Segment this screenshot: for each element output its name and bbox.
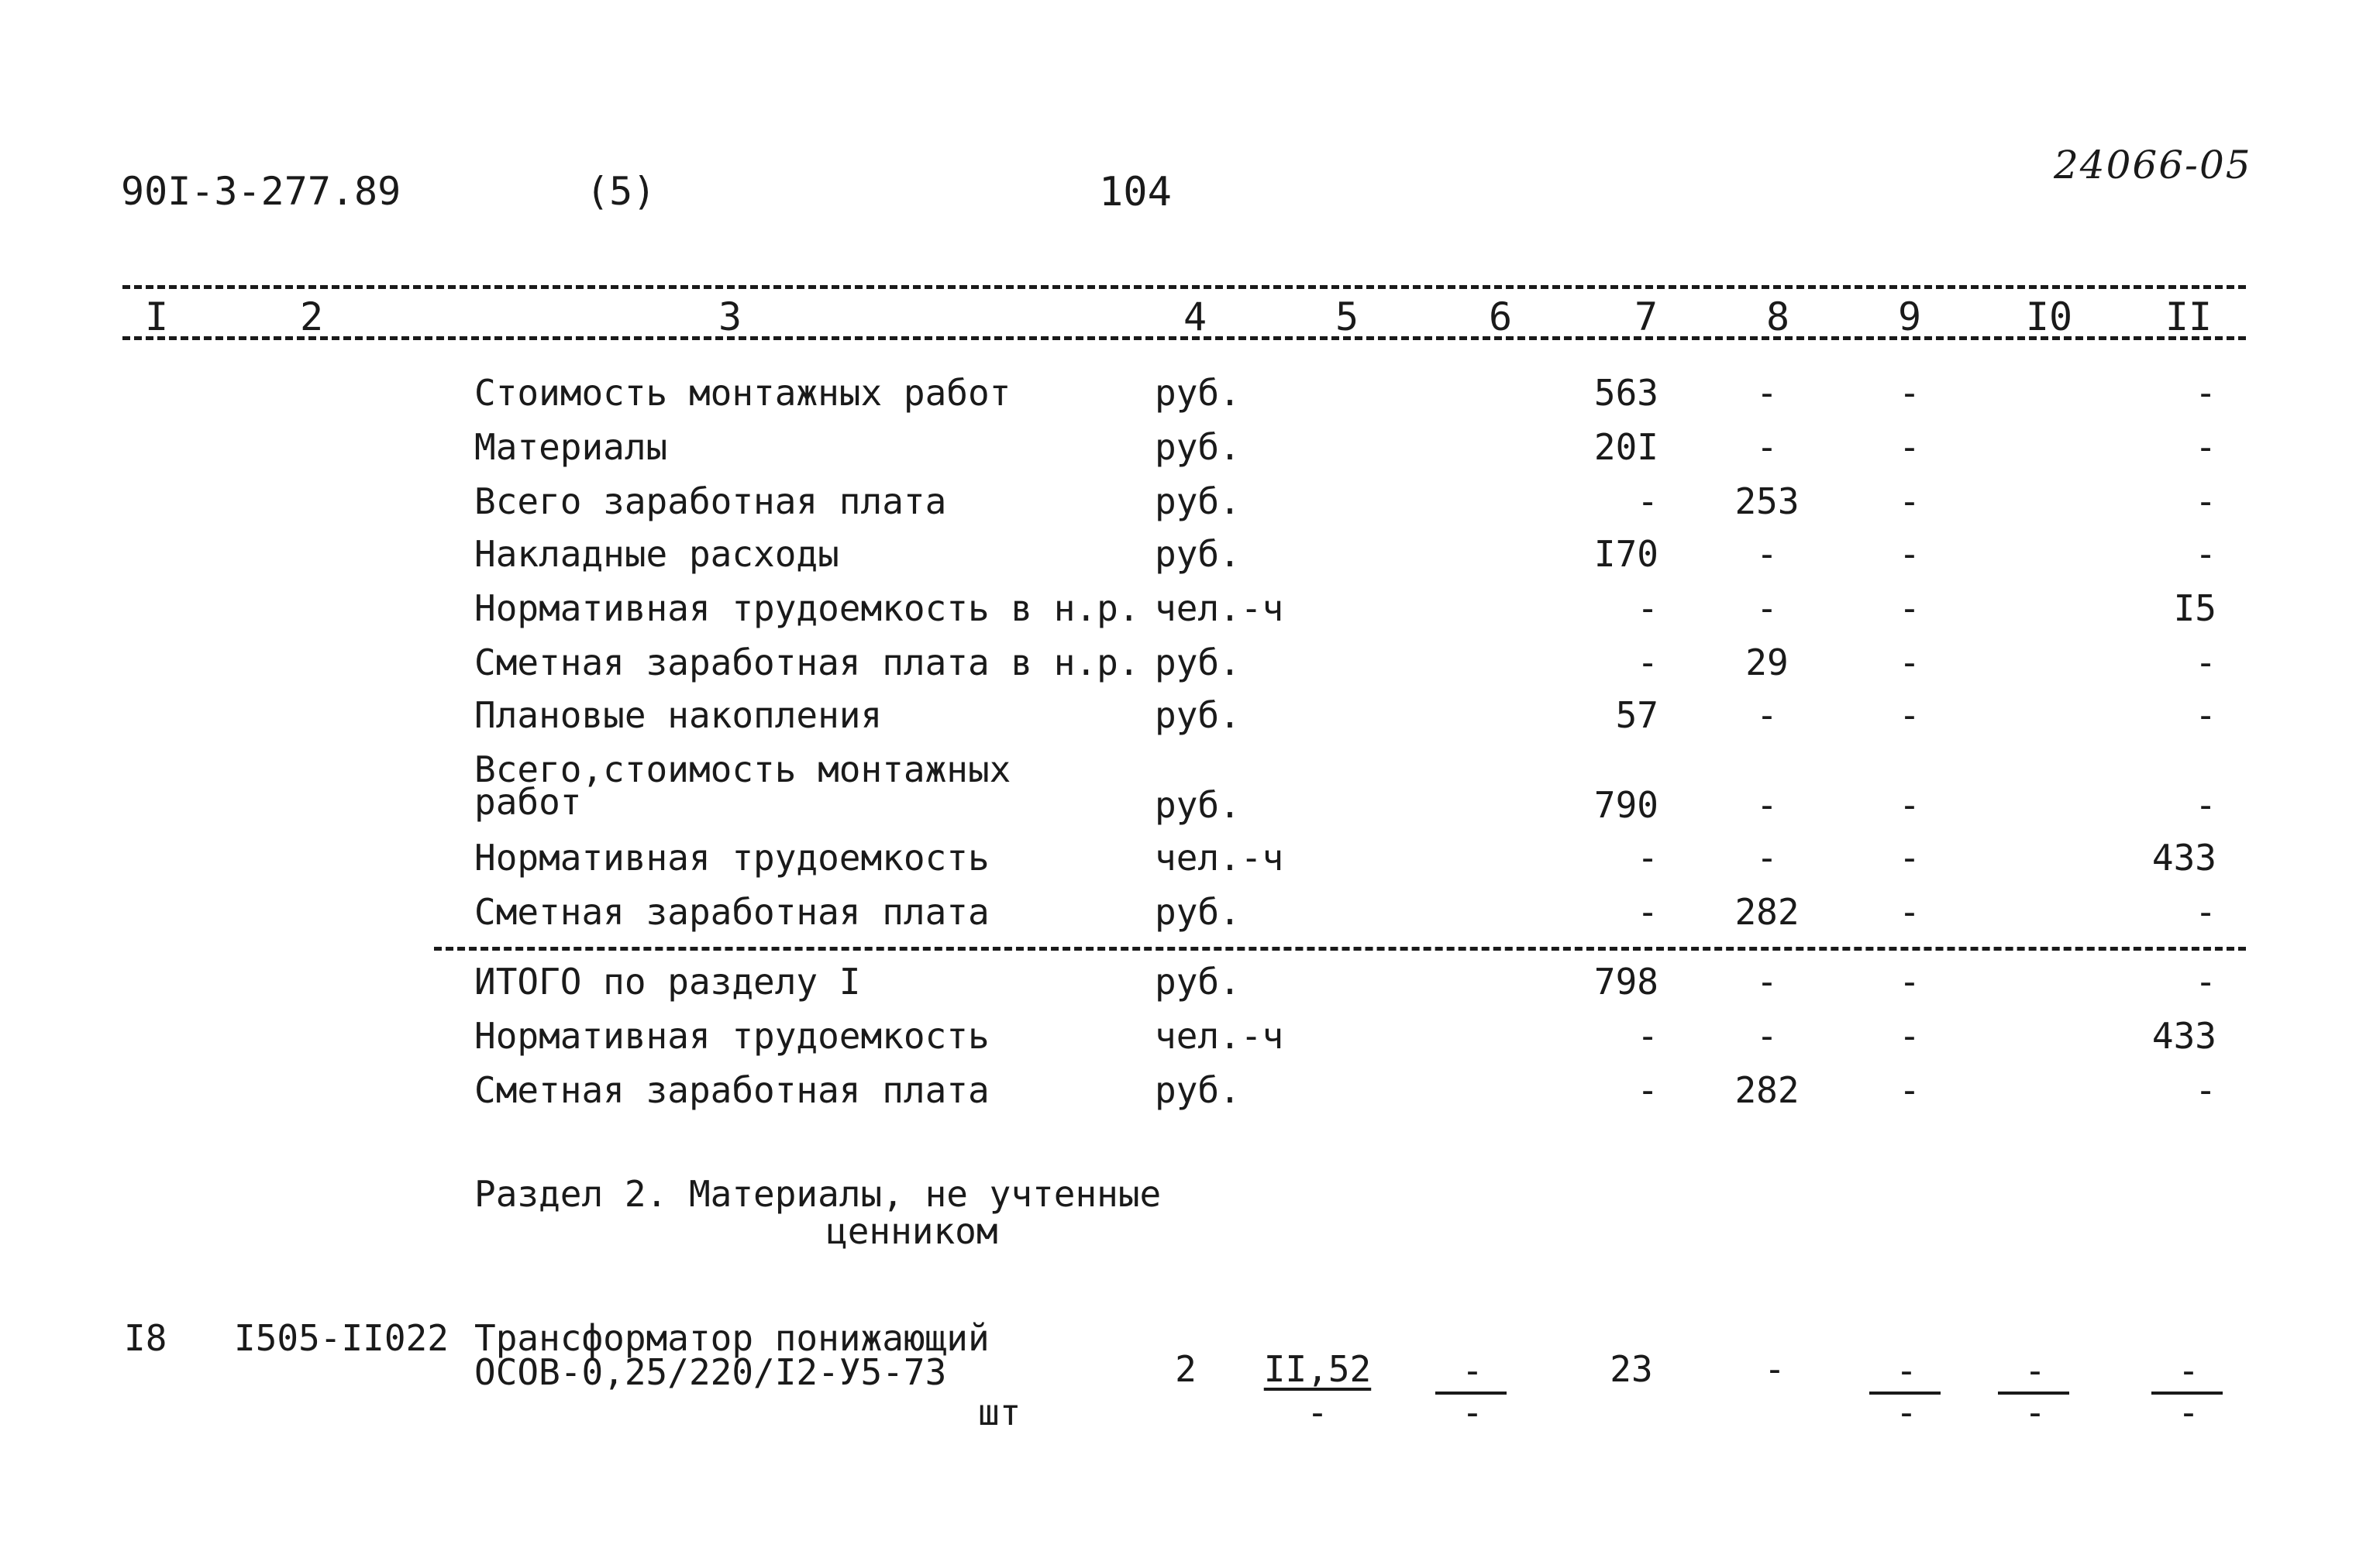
- item-col9-top: -: [1896, 1350, 1917, 1392]
- row-col11: -: [2195, 784, 2216, 826]
- row-unit: руб.: [1155, 426, 1241, 468]
- row-name: Нормативная трудоемкость: [474, 1015, 990, 1057]
- column-number: I: [144, 294, 169, 339]
- row-col11: -: [2195, 372, 2216, 414]
- row-col11: -: [2195, 426, 2216, 468]
- row-col8: -: [1756, 1015, 1778, 1057]
- row-col11: 433: [2151, 1015, 2216, 1057]
- item-quantity: 2: [1175, 1348, 1197, 1390]
- item-price-bottom: -: [1307, 1392, 1328, 1433]
- row-col7: -: [1637, 891, 1658, 933]
- row-col8: -: [1756, 372, 1778, 414]
- row-col7: -: [1637, 1015, 1658, 1057]
- row-name: Нормативная трудоемкость в н.р.: [474, 587, 1140, 629]
- row-col7: 798: [1593, 961, 1658, 1003]
- row-col8: 253: [1734, 480, 1800, 522]
- row-name: Сметная заработная плата в н.р.: [474, 642, 1140, 683]
- row-col11: -: [2195, 480, 2216, 522]
- row-col7: -: [1637, 837, 1658, 879]
- item-col7: 23: [1610, 1348, 1653, 1390]
- row-col9: -: [1899, 784, 1920, 826]
- item-name: Трансформатор понижающий: [474, 1317, 990, 1359]
- document-code: 90I-3-277.89: [121, 169, 401, 214]
- row-col7: I70: [1593, 533, 1658, 575]
- column-number: I0: [2025, 294, 2073, 339]
- column-number: 7: [1634, 294, 1658, 339]
- row-unit: руб.: [1155, 784, 1241, 826]
- row-col8: -: [1756, 587, 1778, 629]
- row-name: Сметная заработная плата: [474, 1069, 990, 1111]
- item-col11-bottom: -: [2178, 1392, 2199, 1433]
- item-name-cont: ОСОВ-0,25/220/I2-У5-73: [474, 1351, 947, 1393]
- row-col11: -: [2195, 533, 2216, 575]
- row-col8: 282: [1734, 891, 1800, 933]
- row-col11: -: [2195, 961, 2216, 1003]
- row-col9: -: [1899, 587, 1920, 629]
- row-unit: руб.: [1155, 694, 1241, 736]
- totals-separator: [434, 947, 2246, 951]
- row-col9: -: [1899, 533, 1920, 575]
- row-col11: -: [2195, 1069, 2216, 1111]
- column-number: 6: [1488, 294, 1513, 339]
- row-name: Материалы: [474, 426, 668, 468]
- row-col7: -: [1637, 1069, 1658, 1111]
- row-name: Всего,стоимость монтажных: [474, 748, 1011, 790]
- row-col7: -: [1637, 642, 1658, 683]
- column-number: 2: [299, 294, 324, 339]
- item-col8: -: [1764, 1348, 1786, 1390]
- column-number: 9: [1897, 294, 1922, 339]
- row-col9: -: [1899, 372, 1920, 414]
- row-name: ИТОГО по разделу I: [474, 961, 861, 1003]
- row-col7: 20I: [1593, 426, 1658, 468]
- row-name: Сметная заработная плата: [474, 891, 990, 933]
- row-col11: -: [2195, 642, 2216, 683]
- item-price-top: II,52: [1263, 1348, 1372, 1390]
- row-col9: -: [1899, 642, 1920, 683]
- item-col10-top: -: [2024, 1350, 2046, 1392]
- row-col8: 282: [1734, 1069, 1800, 1111]
- row-col9: -: [1899, 480, 1920, 522]
- row-unit: чел.-ч: [1155, 587, 1284, 629]
- item-unit: шт: [978, 1392, 1021, 1433]
- column-number: II: [2165, 294, 2213, 339]
- row-col7: 790: [1593, 784, 1658, 826]
- row-unit: руб.: [1155, 961, 1241, 1003]
- row-col7: -: [1637, 587, 1658, 629]
- item-col6-bottom: -: [1462, 1392, 1483, 1433]
- row-unit: чел.-ч: [1155, 1015, 1284, 1057]
- handwritten-reference: 24066-05: [2054, 143, 2252, 187]
- row-unit: руб.: [1155, 1069, 1241, 1111]
- row-col11: -: [2195, 891, 2216, 933]
- row-name-cont: работ: [474, 781, 582, 823]
- section2-title-cont: ценником: [826, 1210, 998, 1252]
- item-col9-bottom: -: [1896, 1392, 1917, 1433]
- row-col8: -: [1756, 694, 1778, 736]
- row-name: Нормативная трудоемкость: [474, 837, 990, 879]
- header-rule-top: [122, 285, 2246, 289]
- item-col10-bottom: -: [2024, 1392, 2046, 1433]
- row-col8: -: [1756, 533, 1778, 575]
- section2-title: Раздел 2. Материалы, не учтенные: [474, 1173, 1162, 1215]
- row-col11: 433: [2151, 837, 2216, 879]
- item-number: I8: [124, 1317, 167, 1359]
- row-col8: 29: [1745, 642, 1789, 683]
- row-col7: 563: [1593, 372, 1658, 414]
- row-col7: -: [1637, 480, 1658, 522]
- row-unit: руб.: [1155, 642, 1241, 683]
- column-number: 4: [1183, 294, 1207, 339]
- row-name: Накладные расходы: [474, 533, 839, 575]
- row-col8: -: [1756, 426, 1778, 468]
- row-col8: -: [1756, 784, 1778, 826]
- item-code: I505-II022: [234, 1317, 449, 1359]
- item-col6-top: -: [1462, 1350, 1483, 1392]
- row-col9: -: [1899, 891, 1920, 933]
- row-col8: -: [1756, 961, 1778, 1003]
- row-unit: чел.-ч: [1155, 837, 1284, 879]
- row-col9: -: [1899, 1069, 1920, 1111]
- row-col11: I5: [2173, 587, 2216, 629]
- row-col9: -: [1899, 694, 1920, 736]
- row-name: Стоимость монтажных работ: [474, 372, 1011, 414]
- row-col11: -: [2195, 694, 2216, 736]
- row-unit: руб.: [1155, 372, 1241, 414]
- document-part: (5): [586, 169, 656, 214]
- page-number: 104: [1099, 169, 1172, 215]
- row-unit: руб.: [1155, 533, 1241, 575]
- row-name: Плановые накопления: [474, 694, 883, 736]
- row-col9: -: [1899, 961, 1920, 1003]
- row-col9: -: [1899, 837, 1920, 879]
- row-col9: -: [1899, 426, 1920, 468]
- item-col11-top: -: [2178, 1350, 2199, 1392]
- column-number: 5: [1335, 294, 1359, 339]
- row-unit: руб.: [1155, 891, 1241, 933]
- row-col7: 57: [1615, 694, 1658, 736]
- column-number: 8: [1765, 294, 1790, 339]
- row-unit: руб.: [1155, 480, 1241, 522]
- row-name: Всего заработная плата: [474, 480, 947, 522]
- row-col8: -: [1756, 837, 1778, 879]
- row-col9: -: [1899, 1015, 1920, 1057]
- column-number: 3: [718, 294, 742, 339]
